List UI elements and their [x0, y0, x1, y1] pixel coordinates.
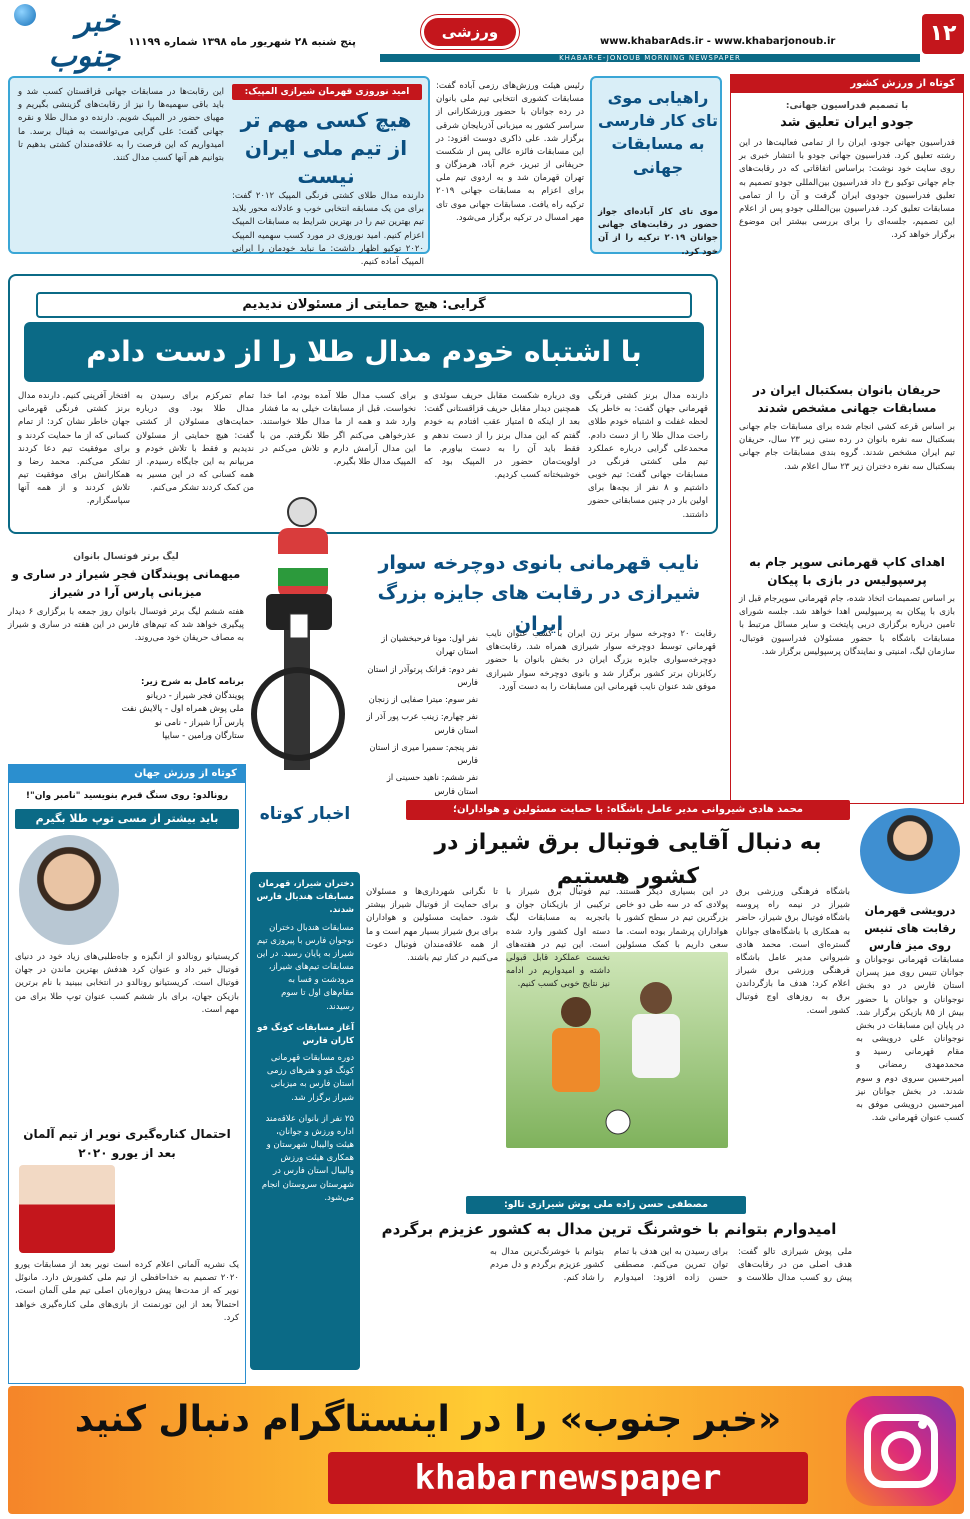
cycling-headline: نایب قهرمانی بانوی دوچرخه سوار شیرازی در رقابت های جایزه بزرگ ایران: [377, 552, 701, 635]
sub-title: KHABAR-E-JONOUB MORNING NEWSPAPER: [559, 54, 741, 62]
ronaldo-body: کریستیانو رونالدو از انگیزه و جاه‌طلبی‌های زیاد خود در دنیای فوتبال خبر داد و عنوان کرد هدفش بهترین ماندن در جهان فوتبال است. کریستیانو رونالدو در انتخابی ببینید با نام برترین بازیکن جهان، برای بار ششم کسب عنوان توپ طلا برای من مهم است.: [15, 952, 239, 1015]
cyclist-photo: [244, 494, 354, 794]
tabletennis-photo: [860, 808, 960, 894]
date-line: پنج شنبه ۲۸ شهریور ماه ۱۳۹۸ شماره ۱۱۱۹۹: [128, 36, 356, 48]
section-label: ورزشی: [441, 23, 499, 41]
bargh-kicker: محمد هادی شیروانی مدیر عامل باشگاه: با حمایت مسئولین و هواداران؛: [406, 800, 850, 820]
neuer-body: یک نشریه آلمانی اعلام کرده است نویر بعد از مسابقات یورو ۲۰۲۰ تصمیم به خداحافظی از تیم ملی کشورش دارد. مانوئل نویر که از مدت‌ها پیش دروازه‌بان اصلی تیم ملی آلمان است، احتمالاً بعد از این تورنمنت از بازی‌های ملی کناره‌گیری خواهد کرد.: [15, 1260, 239, 1323]
tabletennis-body: مسابقات قهرمانی نوجوانان و جوانان تنیس روی میز پسران استان فارس در دو بخش نوجوانان و جوانان با حضور بیش از ۸۵ بازیکن برگزار شد. در پایان این مسابقات در بخش نوجوانان علی درویشی به مقام قهرمانی رسید و محمدمهدی رمضانی و امیرحسین سروی دوم و سوم شدند. در بخش جوانان نیز امیرحسین درویشی موفق به کسب عنوان قهرمانی شد.: [856, 955, 964, 1124]
short-news-item: مسابقات هندبال دختران نوجوان فارس با پیروزی تیم شیراز به پایان رسید. در این مسابقات تیم‌های شیراز، مرودشت و فسا به مقام‌های اول تا سوم رسیدند.: [256, 922, 354, 1012]
result-row: نفر پنجم: سمیرا میری از استان فارس: [369, 741, 478, 766]
ronaldo-body-side: [127, 837, 239, 945]
tabletennis-article: [856, 808, 964, 1378]
result-row: نفر دوم: فرانک پرتوآذر از استان فارس: [367, 663, 478, 687]
bargh-col2: در این بسیاری دیگر هستند. پولادی که در سه طی دو خاص بزرگترین تیم در سطح کشور با هواداران پرشمار بوده است. ما سعی داریم با کمک مسئولین: [616, 887, 728, 950]
globe-icon: [14, 4, 36, 26]
basketball-body: بر اساس قرعه کشی انجام شده برای مسابقات جام جهانی بسکتبال سه نفره بانوان در رده سنی زیر ۲۳ سال، حریفان تیم ایران مشخص شدند. گروه بندی مسابقات جام جهانی بسکتبال سه نفره دختران زیر ۲۳ سال اعلام شد.: [739, 422, 955, 472]
hasanzadeh-headline: امیدوارم بتوانم با خوشرنگ ترین مدال به کشور عزیزم برگردم: [381, 1220, 837, 1238]
short-news: [250, 800, 360, 1370]
supercup-headline: اهدای کاپ قهرمانی سوپر جام به پرسپولیس در بازی با پیکان: [749, 555, 945, 587]
short-news-item: آغاز مسابقات کونگ فو کاران فارس: [257, 1022, 354, 1046]
tabletennis-headline: درویشی قهرمان رقابت های تنیس روی میز فارس: [864, 904, 956, 953]
geraei-article: [8, 274, 718, 534]
fixture-row: برنامه کامل به شرح زیر:: [141, 677, 244, 687]
result-row: نفر ششم: ناهید حسینی از استان فارس: [386, 772, 478, 796]
neuer-photo: [19, 1165, 115, 1253]
nowrouzi-box: [8, 76, 430, 267]
section-badge: [424, 18, 516, 46]
sidebar-world-title: کوتاه از ورزش جهان: [9, 765, 245, 783]
geraei-kicker-box: [36, 292, 692, 318]
sidebar-domestic: [730, 74, 964, 804]
geraei-col4: تمام تمرکزم برای رسیدن به مدال طلا بود. وی درباره حمایت‌های مسئولان از کشتی گفت: هیچ حمایتی از مسئولان ندیدیم و فقط با تلاش خودم و مربیانم به این جایگاه رسیدم. از همه کسانی که در این مسیر به من کمک کردند تشکر می‌کنم.: [136, 391, 254, 494]
geraei-col2: وی درباره شکست مقابل حریف سوئدی و همچنین دیدار مقابل حریف قزاقستانی گفت: بعد از اینکه ۵ امتیاز عقب افتادم به خودم گفتم که این مدال برنز را از دست ندهم و فقط باید آن را به دست بیاورم. ما اولویت‌مان حضور در المپیک بود که خوشبختانه کسب کردیم.: [424, 391, 580, 481]
muaythai-headline: راهیابی موی تای کار فارسی به مسابقات جهانی: [598, 88, 718, 177]
fixture-row: ملی پوش همراه اول - پالایش نفت: [121, 704, 244, 715]
neuer-headline: احتمال کناره‌گیری نویر از تیم آلمان بعد از یورو ۲۰۲۰: [23, 1127, 231, 1160]
short-news-item: دختران شیراز، قهرمان مسابقات هندبال فارس شدند.: [256, 879, 354, 916]
short-news-item: ۲۵ نفر از بانوان علاقه‌مند اداره ورزش و جوانان، هیئت والیبال شهرستان و همکاری هیئت ورزش والیبال استان فارس در شهرستان سروستان انجام می‌شود.: [261, 1113, 354, 1203]
supercup-body: بر اساس تصمیمات اتخاذ شده، جام قهرمانی سوپرجام قبل از بازی با پیکان به پرسپولیس اهدا خواهد شد. جلسه شورای تامین درباره برگزاری دربی پایتخت و سایر مسائل مرتبط با مسابقات باشگاه با حضور مسئولان فدراسیون فوتبال، سازمان لیگ، امنیتی و نمایندگان پرسپولیس برگزار شد.: [739, 594, 955, 657]
bargh-headline: به دنبال آقایی فوتبال برق شیراز در کشور هستیم: [434, 830, 822, 890]
geraei-col1: دارنده مدال برنز کشتی فرنگی قهرمانی جهان گفت: به خاطر یک لحظه غفلت و اشتباه خودم طلای راحت مدال طلا را از دست دادم. محمدعلی گرایی درباره عملکرد تیم ملی کشتی فرنگی در مسابقات جهانی گفت: تیم خوبی داشتیم و ۸ نفر از بچه‌ها برای اولین بار در چنین مسابقاتی حضور داشتند.: [588, 391, 708, 520]
cycling-results: [364, 632, 478, 808]
result-row: نفر اول: مونا فرحبخشیان از استان تهران: [381, 633, 478, 657]
result-row: نفر چهارم: زینب عرب پور آذر از استان فارس: [366, 711, 478, 735]
sidebar-domestic-title: کوتاه از ورزش کشور: [731, 75, 963, 93]
short-news-item: دوره مسابقات قهرمانی کونگ فو و هنرهای رزمی استان فارس به میزبانی شیراز برگزار شد.: [266, 1053, 354, 1103]
short-news-title: اخبار کوتاه: [259, 804, 351, 824]
judo-headline: جودو ایران تعلیق شد: [780, 115, 914, 130]
futsal-article: [8, 548, 244, 756]
ronaldo-kicker: رونالدو: روی سنگ قبرم بنویسید "نامبر وان"!: [25, 791, 229, 801]
instagram-icon: [846, 1396, 956, 1506]
nowrouzi-kicker: امید نوروزی قهرمان شیرازی المپیک:: [232, 84, 422, 100]
page-number-box: [922, 14, 964, 54]
bargh-article: [366, 800, 852, 1192]
nowrouzi-body-left: این رقابت‌ها در مسابقات جهانی قزاقستان کسب شد و باید باقی سهمیه‌ها را نیز از رقابت‌های گزینشی بگیریم و مهیای حضور در المپیک شویم. دارنده دو مدال طلا و نقره جهانی گفت: علی گرایی می‌توانست به فینال برسد. ما امیدواریم که این فرصت را به علاقه‌مندان کشتی بدهیم تا بتوانیم هم آنها کسب مدال کنند.: [18, 87, 224, 163]
futsal-headline: میهمانی پویندگان فجر شیراز در ساری و میزبانی پارس آرا در شیراز: [11, 567, 241, 599]
short-news-panel: [250, 872, 360, 1370]
instagram-banner: [8, 1386, 964, 1514]
judo-kicker: با تصمیم فدراسیون جهانی:: [785, 101, 909, 111]
masthead: [0, 0, 970, 74]
futsal-kicker: لیگ برتر فوتسال بانوان: [73, 552, 179, 562]
banner-handle[interactable]: khabarnewspaper: [414, 1458, 722, 1498]
judo-body: فدراسیون جهانی جودو، ایران را از تمامی فعالیت‌ها در این رشته تعلیق کرد. فدراسیون جهانی جودو با انتشار خبری بر روی سایت خود نوشت: براساس اتفاقاتی که در رقابت‌های جام جهانی توکیو رخ داد فدراسیون بین‌المللی جودو تصمیم به تعلیق فدراسیون جودوی ایران گرفت و آن را از تمامی مسابقات تعلیق کرد. فدراسیون بین‌المللی جودو پس از اعلام این تصمیم، جلسه‌ای را برای بررسی بیشتر این موضوع برگزار خواهد کرد.: [739, 138, 955, 241]
ronaldo-headline-bar: [15, 809, 239, 829]
geraei-headline: با اشتباه خودم مدال طلا را از دست دادم: [86, 335, 642, 368]
fixture-row: ستارگان ورامین - سایپا: [162, 731, 244, 742]
basketball-headline: حریفان بانوان بسکتبال ایران در مسابقات جهانی مشخص شدند: [752, 383, 942, 415]
result-row: نفر سوم: میترا صفایی از زنجان: [368, 694, 478, 705]
futsal-body: هفته ششم لیگ برتر فوتسال بانوان روز جمعه با برگزاری ۶ دیدار پیگیری خواهد شد که تیم‌های فارس در این هفته در ساری و شیراز به مصاف حریفان خود می‌روند.: [8, 607, 245, 644]
geraei-col3: برای کسب مدال طلا آمده بودم، اما خدا نخواست. قبل از مسابقات خیلی به ما فشار وارد شد و همه از ما مدال طلا خواستند. عذرخواهی می‌کنم اگر طلا نگرفتم. من با این مدال آرامش دارم و تلاش می‌کنم در المپیک مدال طلا بگیرم.: [260, 391, 416, 467]
geraei-col5: افتخار آفرینی کنیم. دارنده مدال برنز کشتی فرنگی قهرمانی جهان خاطر نشان کرد: از تمام کسانی که از ما حمایت کردند و برای موفقیت تیم دعا کردند تشکر می‌کنم. محمد رضا و همکارانش برای موفقیت تیم تلاش کردند و از همه آنها سپاسگزارم.: [18, 391, 130, 507]
muaythai-body: رئیس هیئت ورزش‌های رزمی آباده گفت: مسابقات کشوری انتخابی تیم ملی بانوان در رده جوانان با حضور ورزشکارانی از سراسر کشور به میزبانی آذربایجان شرقی برگزار شد. علی ذاکری دوست افزود: در این مسابقات فائزه عالی پس از شکست حریفانی از تبریز، خرم آباد، هرمزگان و تهران قهرمان شد و به اردوی تیم ملی برای اعزام به مسابقات جهانی ۲۰۱۹ ترکیه راه یافت. مسابقات جهانی موی تای مهر امسال در ترکیه برگزار می‌شود.: [436, 81, 584, 223]
banner-text: «خبر جنوب» را در اینستاگرام دنبال کنید: [74, 1399, 782, 1440]
muaythai-box: [590, 76, 722, 257]
ronaldo-headline: باید بیشتر از مسی توپ طلا بگیرم: [35, 812, 219, 825]
nowrouzi-headline: هیچ کسی مهم تر از تیم ملی ایران نیست: [240, 108, 412, 188]
logo: خبر جنوب: [48, 4, 120, 74]
hasanzadeh-kicker: مصطفی حسن زاده ملی پوش شیرازی تالو:: [466, 1196, 746, 1214]
geraei-headline-box: [24, 322, 704, 382]
nowrouzi-body-right: دارنده مدال طلای کشتی فرنگی المپیک ۲۰۱۲ گفت: برای من یک مسابقه انتخابی خوب و عادلانه محور بلاید تیم بهترین تیم را در بهترین شرایط به مسابقات المپیک اعزام کنیم. امید نوروزی در مورد کسب سهمیه المپیک ۲۰۲۰ توکیو اظهار داشت: ما نباید خودمان را ایرانی المپیک آماده کنیم.: [232, 191, 424, 267]
cycling-body: رقابت ۲۰ دوچرخه سوار برتر زن ایران با کسب عنوان نایب قهرمانی توسط دوچرخه سوار شیرازی همراه شد. رقابت‌های دوچرخه‌سواری جایزه بزرگ ایران در بخش بانوان با حضور رکابزنان برتر کشور برگزار شد و بانوی دوچرخه سوار شیرازی موفق شد عنوان نایب قهرمانی این مسابقات را به دست آورد.: [486, 629, 717, 692]
futsal-fixtures: [48, 676, 244, 756]
banner-handle-box: [328, 1452, 808, 1504]
bargh-col1: باشگاه فرهنگی ورزشی برق شیراز در نیمه راه پروسه باشگاه فوتبال برق شیراز، حاضر به همکاری با باشگاه‌های جوانان گستره‌ای است. محمد هادی شیروانی مدیر عامل باشگاه فرهنگی ورزشی برق شیراز اعلام کرد: هدف ما بازگرداندن برق به روزهای اوج فوتبال کشور است.: [736, 887, 850, 1016]
bargh-col4: تا نگرانی شهرداری‌ها و مسئولان برای حمایت از فوتبال شیراز بیشتر شود. حمایت مسئولین و هواداران برای برق شیراز بسیار مهم است و ما از همه علاقه‌مندان فوتبال دعوت می‌کنیم در کنار تیم باشند.: [366, 887, 498, 963]
page-number: ۱۲: [929, 21, 957, 46]
fixture-row: پویندگان فجر شیراز - دریانو: [146, 690, 244, 701]
hasanzadeh-article: [366, 1196, 852, 1378]
sidebar-world: [8, 764, 246, 1384]
hasanzadeh-body: ملی پوش شیرازی تالو گفت: هدف اصلی من در رقابت‌های پیش رو کسب مدال طلاست و برای رسیدن به این هدف با تمام توان تمرین می‌کنم. مصطفی حسن زاده افزود: امیدوارم بتوانم با خوشرنگ‌ترین مدال به کشور عزیزم برگردم و دل مردم را شاد کنم.: [490, 1247, 852, 1284]
websites: www.khabarAds.ir - www.khabarjonoub.ir: [600, 36, 836, 47]
geraei-kicker: گرایی: هیچ حمایتی از مسئولان ندیدیم: [242, 297, 486, 312]
bargh-col3: تیم فوتبال برق شیراز با ترکیبی از بازیکنان جوان و باتجربه به مسابقات لیگ دسته اول کشور وارد شده است. این تیم در هفته‌های نخست عملکرد قابل قبولی داشته و امیدواریم در ادامه نیز نتایج خوبی کسب کنیم.: [506, 887, 610, 990]
fixture-row: پارس آرا شیراز - نامی نو: [154, 717, 244, 728]
cycling-article: [360, 540, 720, 800]
ronaldo-photo: [19, 835, 119, 945]
muaythai-lead: موی تای کار آباده‌ای جواز حضور در رقابت‌های جهانی جوانان ۲۰۱۹ ترکیه را از آن خود کرد.: [598, 207, 718, 257]
